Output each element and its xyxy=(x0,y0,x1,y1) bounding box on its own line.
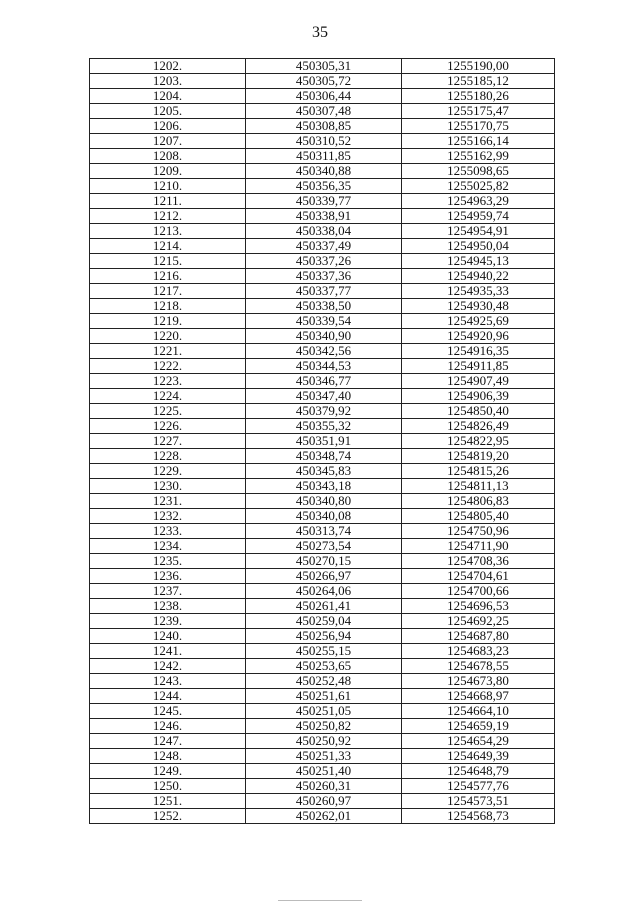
x-coordinate-cell: 450310,52 xyxy=(246,134,402,149)
point-number-cell: 1214. xyxy=(90,239,246,254)
point-number-cell: 1215. xyxy=(90,254,246,269)
coordinates-table-body xyxy=(90,59,555,824)
point-number-cell: 1219. xyxy=(90,314,246,329)
y-coordinate-cell: 1255025,82 xyxy=(402,179,555,194)
y-coordinate-cell: 1254920,96 xyxy=(402,329,555,344)
point-number-cell: 1229. xyxy=(90,464,246,479)
x-coordinate-cell: 450379,92 xyxy=(246,404,402,419)
table-row xyxy=(90,779,555,794)
point-number-cell: 1202. xyxy=(90,59,246,74)
y-coordinate-cell: 1254822,95 xyxy=(402,434,555,449)
table-row xyxy=(90,479,555,494)
point-number-cell: 1232. xyxy=(90,509,246,524)
table-row xyxy=(90,644,555,659)
x-coordinate-cell: 450345,83 xyxy=(246,464,402,479)
point-number-cell: 1212. xyxy=(90,209,246,224)
x-coordinate-cell: 450344,53 xyxy=(246,359,402,374)
table-row xyxy=(90,239,555,254)
y-coordinate-cell: 1254811,13 xyxy=(402,479,555,494)
x-coordinate-cell: 450337,36 xyxy=(246,269,402,284)
point-number-cell: 1227. xyxy=(90,434,246,449)
x-coordinate-cell: 450356,35 xyxy=(246,179,402,194)
table-row xyxy=(90,584,555,599)
table-row xyxy=(90,539,555,554)
point-number-cell: 1222. xyxy=(90,359,246,374)
y-coordinate-cell: 1254659,19 xyxy=(402,719,555,734)
point-number-cell: 1209. xyxy=(90,164,246,179)
table-row xyxy=(90,719,555,734)
point-number-cell: 1208. xyxy=(90,149,246,164)
table-row xyxy=(90,629,555,644)
y-coordinate-cell: 1254750,96 xyxy=(402,524,555,539)
point-number-cell: 1223. xyxy=(90,374,246,389)
x-coordinate-cell: 450339,54 xyxy=(246,314,402,329)
x-coordinate-cell: 450340,90 xyxy=(246,329,402,344)
point-number-cell: 1246. xyxy=(90,719,246,734)
x-coordinate-cell: 450260,97 xyxy=(246,794,402,809)
y-coordinate-cell: 1254678,55 xyxy=(402,659,555,674)
y-coordinate-cell: 1254963,29 xyxy=(402,194,555,209)
page-number: 35 xyxy=(312,24,328,41)
x-coordinate-cell: 450251,40 xyxy=(246,764,402,779)
point-number-cell: 1238. xyxy=(90,599,246,614)
y-coordinate-cell: 1254649,39 xyxy=(402,749,555,764)
table-row xyxy=(90,554,555,569)
x-coordinate-cell: 450251,05 xyxy=(246,704,402,719)
table-row xyxy=(90,329,555,344)
point-number-cell: 1203. xyxy=(90,74,246,89)
x-coordinate-cell: 450338,04 xyxy=(246,224,402,239)
table-row xyxy=(90,734,555,749)
y-coordinate-cell: 1254930,48 xyxy=(402,299,555,314)
point-number-cell: 1213. xyxy=(90,224,246,239)
point-number-cell: 1205. xyxy=(90,104,246,119)
x-coordinate-cell: 450338,91 xyxy=(246,209,402,224)
x-coordinate-cell: 450343,18 xyxy=(246,479,402,494)
point-number-cell: 1249. xyxy=(90,764,246,779)
x-coordinate-cell: 450346,77 xyxy=(246,374,402,389)
y-coordinate-cell: 1254959,74 xyxy=(402,209,555,224)
table-row xyxy=(90,404,555,419)
y-coordinate-cell: 1254950,04 xyxy=(402,239,555,254)
point-number-cell: 1225. xyxy=(90,404,246,419)
table-row xyxy=(90,59,555,74)
point-number-cell: 1243. xyxy=(90,674,246,689)
x-coordinate-cell: 450256,94 xyxy=(246,629,402,644)
x-coordinate-cell: 450337,49 xyxy=(246,239,402,254)
x-coordinate-cell: 450347,40 xyxy=(246,389,402,404)
x-coordinate-cell: 450270,15 xyxy=(246,554,402,569)
point-number-cell: 1244. xyxy=(90,689,246,704)
x-coordinate-cell: 450337,77 xyxy=(246,284,402,299)
point-number-cell: 1226. xyxy=(90,419,246,434)
table-row xyxy=(90,704,555,719)
y-coordinate-cell: 1254940,22 xyxy=(402,269,555,284)
x-coordinate-cell: 450250,92 xyxy=(246,734,402,749)
point-number-cell: 1242. xyxy=(90,659,246,674)
table-row xyxy=(90,119,555,134)
table-row xyxy=(90,374,555,389)
x-coordinate-cell: 450260,31 xyxy=(246,779,402,794)
y-coordinate-cell: 1255175,47 xyxy=(402,104,555,119)
table-row xyxy=(90,254,555,269)
point-number-cell: 1237. xyxy=(90,584,246,599)
table-row xyxy=(90,524,555,539)
table-row xyxy=(90,194,555,209)
table-row xyxy=(90,749,555,764)
point-number-cell: 1231. xyxy=(90,494,246,509)
y-coordinate-cell: 1255190,00 xyxy=(402,59,555,74)
table-row xyxy=(90,284,555,299)
table-row xyxy=(90,434,555,449)
x-coordinate-cell: 450251,61 xyxy=(246,689,402,704)
table-row xyxy=(90,449,555,464)
y-coordinate-cell: 1254687,80 xyxy=(402,629,555,644)
point-number-cell: 1241. xyxy=(90,644,246,659)
x-coordinate-cell: 450261,41 xyxy=(246,599,402,614)
x-coordinate-cell: 450340,88 xyxy=(246,164,402,179)
x-coordinate-cell: 450255,15 xyxy=(246,644,402,659)
x-coordinate-cell: 450273,54 xyxy=(246,539,402,554)
y-coordinate-cell: 1254708,36 xyxy=(402,554,555,569)
point-number-cell: 1233. xyxy=(90,524,246,539)
x-coordinate-cell: 450252,48 xyxy=(246,674,402,689)
point-number-cell: 1230. xyxy=(90,479,246,494)
point-number-cell: 1206. xyxy=(90,119,246,134)
x-coordinate-cell: 450311,85 xyxy=(246,149,402,164)
y-coordinate-cell: 1254696,53 xyxy=(402,599,555,614)
x-coordinate-cell: 450338,50 xyxy=(246,299,402,314)
point-number-cell: 1221. xyxy=(90,344,246,359)
point-number-cell: 1218. xyxy=(90,299,246,314)
point-number-cell: 1224. xyxy=(90,389,246,404)
y-coordinate-cell: 1254945,13 xyxy=(402,254,555,269)
y-coordinate-cell: 1254806,83 xyxy=(402,494,555,509)
table-row xyxy=(90,464,555,479)
y-coordinate-cell: 1254683,23 xyxy=(402,644,555,659)
point-number-cell: 1236. xyxy=(90,569,246,584)
y-coordinate-cell: 1255170,75 xyxy=(402,119,555,134)
y-coordinate-cell: 1254826,49 xyxy=(402,419,555,434)
table-row xyxy=(90,509,555,524)
table-row xyxy=(90,209,555,224)
y-coordinate-cell: 1254711,90 xyxy=(402,539,555,554)
x-coordinate-cell: 450313,74 xyxy=(246,524,402,539)
table-row xyxy=(90,344,555,359)
y-coordinate-cell: 1255166,14 xyxy=(402,134,555,149)
table-row xyxy=(90,419,555,434)
y-coordinate-cell: 1254925,69 xyxy=(402,314,555,329)
x-coordinate-cell: 450339,77 xyxy=(246,194,402,209)
bottom-rule xyxy=(278,900,362,901)
y-coordinate-cell: 1255180,26 xyxy=(402,89,555,104)
table-row xyxy=(90,89,555,104)
table-row xyxy=(90,674,555,689)
point-number-cell: 1239. xyxy=(90,614,246,629)
x-coordinate-cell: 450351,91 xyxy=(246,434,402,449)
point-number-cell: 1204. xyxy=(90,89,246,104)
y-coordinate-cell: 1254692,25 xyxy=(402,614,555,629)
x-coordinate-cell: 450306,44 xyxy=(246,89,402,104)
table-row xyxy=(90,659,555,674)
y-coordinate-cell: 1254700,66 xyxy=(402,584,555,599)
x-coordinate-cell: 450262,01 xyxy=(246,809,402,824)
y-coordinate-cell: 1254907,49 xyxy=(402,374,555,389)
table-row xyxy=(90,599,555,614)
point-number-cell: 1245. xyxy=(90,704,246,719)
x-coordinate-cell: 450250,82 xyxy=(246,719,402,734)
table-row xyxy=(90,809,555,824)
table-row xyxy=(90,74,555,89)
point-number-cell: 1211. xyxy=(90,194,246,209)
point-number-cell: 1252. xyxy=(90,809,246,824)
y-coordinate-cell: 1254906,39 xyxy=(402,389,555,404)
point-number-cell: 1251. xyxy=(90,794,246,809)
table-row xyxy=(90,269,555,284)
x-coordinate-cell: 450251,33 xyxy=(246,749,402,764)
y-coordinate-cell: 1254850,40 xyxy=(402,404,555,419)
x-coordinate-cell: 450342,56 xyxy=(246,344,402,359)
y-coordinate-cell: 1254815,26 xyxy=(402,464,555,479)
table-row xyxy=(90,794,555,809)
x-coordinate-cell: 450355,32 xyxy=(246,419,402,434)
y-coordinate-cell: 1254819,20 xyxy=(402,449,555,464)
x-coordinate-cell: 450266,97 xyxy=(246,569,402,584)
point-number-cell: 1247. xyxy=(90,734,246,749)
table-row xyxy=(90,134,555,149)
coordinates-table xyxy=(89,58,555,824)
y-coordinate-cell: 1254573,51 xyxy=(402,794,555,809)
y-coordinate-cell: 1254805,40 xyxy=(402,509,555,524)
x-coordinate-cell: 450348,74 xyxy=(246,449,402,464)
x-coordinate-cell: 450264,06 xyxy=(246,584,402,599)
x-coordinate-cell: 450307,48 xyxy=(246,104,402,119)
table-row xyxy=(90,224,555,239)
y-coordinate-cell: 1255162,99 xyxy=(402,149,555,164)
table-row xyxy=(90,389,555,404)
point-number-cell: 1235. xyxy=(90,554,246,569)
x-coordinate-cell: 450305,72 xyxy=(246,74,402,89)
table-row xyxy=(90,689,555,704)
y-coordinate-cell: 1254935,33 xyxy=(402,284,555,299)
y-coordinate-cell: 1254577,76 xyxy=(402,779,555,794)
table-row xyxy=(90,149,555,164)
point-number-cell: 1216. xyxy=(90,269,246,284)
point-number-cell: 1250. xyxy=(90,779,246,794)
y-coordinate-cell: 1254664,10 xyxy=(402,704,555,719)
y-coordinate-cell: 1254673,80 xyxy=(402,674,555,689)
x-coordinate-cell: 450340,08 xyxy=(246,509,402,524)
table-row xyxy=(90,494,555,509)
table-row xyxy=(90,614,555,629)
x-coordinate-cell: 450259,04 xyxy=(246,614,402,629)
y-coordinate-cell: 1254654,29 xyxy=(402,734,555,749)
point-number-cell: 1207. xyxy=(90,134,246,149)
table-row xyxy=(90,104,555,119)
point-number-cell: 1234. xyxy=(90,539,246,554)
table-row xyxy=(90,299,555,314)
x-coordinate-cell: 450308,85 xyxy=(246,119,402,134)
y-coordinate-cell: 1254648,79 xyxy=(402,764,555,779)
table-row xyxy=(90,314,555,329)
x-coordinate-cell: 450337,26 xyxy=(246,254,402,269)
y-coordinate-cell: 1254704,61 xyxy=(402,569,555,584)
y-coordinate-cell: 1254668,97 xyxy=(402,689,555,704)
x-coordinate-cell: 450305,31 xyxy=(246,59,402,74)
table-row xyxy=(90,569,555,584)
x-coordinate-cell: 450253,65 xyxy=(246,659,402,674)
table-row xyxy=(90,164,555,179)
y-coordinate-cell: 1255098,65 xyxy=(402,164,555,179)
table-row xyxy=(90,179,555,194)
y-coordinate-cell: 1254954,91 xyxy=(402,224,555,239)
point-number-cell: 1228. xyxy=(90,449,246,464)
point-number-cell: 1217. xyxy=(90,284,246,299)
table-row xyxy=(90,359,555,374)
point-number-cell: 1220. xyxy=(90,329,246,344)
y-coordinate-cell: 1254916,35 xyxy=(402,344,555,359)
point-number-cell: 1248. xyxy=(90,749,246,764)
y-coordinate-cell: 1255185,12 xyxy=(402,74,555,89)
y-coordinate-cell: 1254568,73 xyxy=(402,809,555,824)
x-coordinate-cell: 450340,80 xyxy=(246,494,402,509)
point-number-cell: 1240. xyxy=(90,629,246,644)
table-row xyxy=(90,764,555,779)
point-number-cell: 1210. xyxy=(90,179,246,194)
y-coordinate-cell: 1254911,85 xyxy=(402,359,555,374)
